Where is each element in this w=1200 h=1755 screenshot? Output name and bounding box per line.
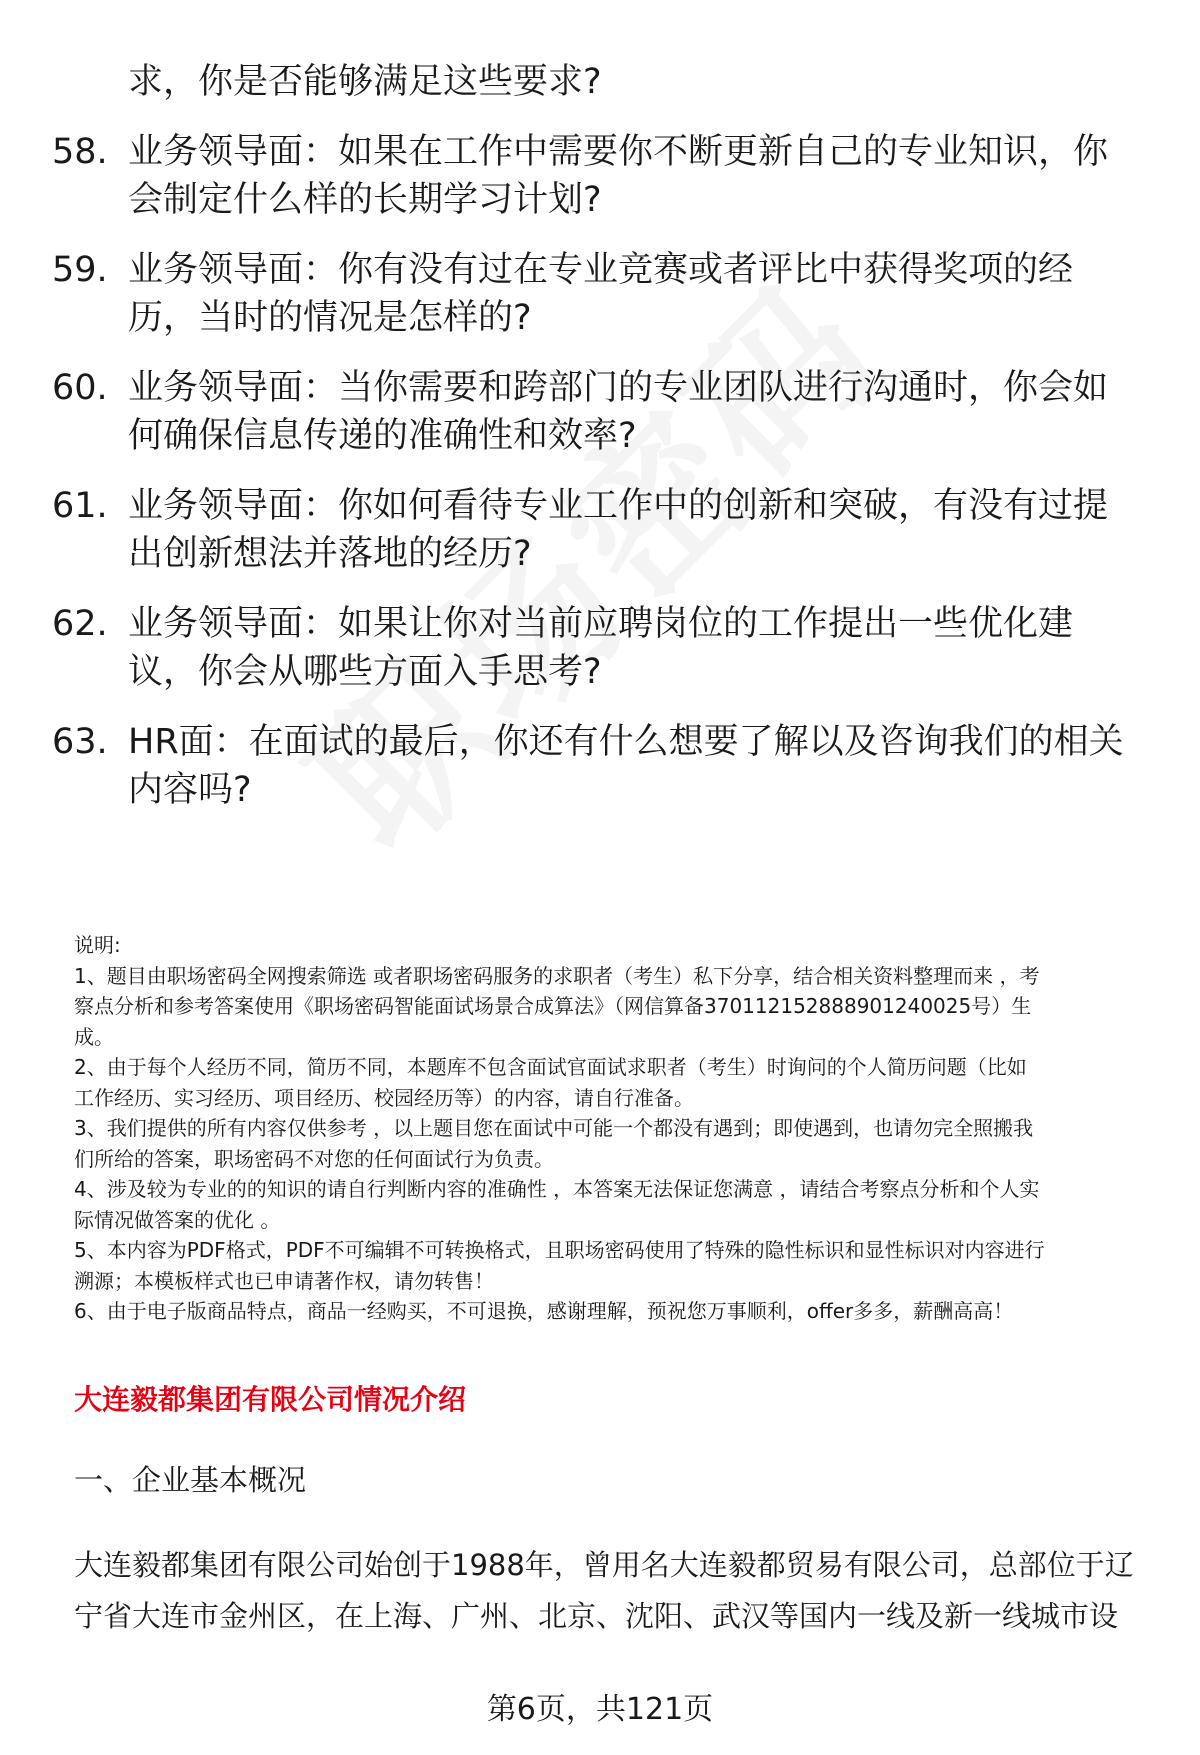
note-line: 3、我们提供的所有内容仅供参考 ，以上题目您在面试中可能一个都没有遇到；即使遇到，也请勿完全照搬我 (74, 1116, 1034, 1140)
question-line: 历，当时的情况是怎样的? (128, 298, 532, 338)
question-line: 出创新想法并落地的经历? (128, 534, 532, 574)
question-number: 59. (52, 250, 108, 290)
disclaimer-notes (74, 930, 1164, 1327)
question-text (128, 718, 1168, 814)
question-line: 会制定什么样的长期学习计划? (128, 180, 602, 220)
question-number: 58. (52, 132, 108, 172)
note-line: 溯源；本模板样式也已申请著作权，请勿转售！ (74, 1268, 494, 1293)
question-number: 62. (52, 604, 108, 644)
page-number-footer: 第6页，共121页 (486, 1692, 714, 1727)
question-line: 何确保信息传递的准确性和效率? (128, 416, 637, 456)
question-number: 63. (52, 722, 108, 762)
subsection-heading: 一、企业基本概况 (74, 1463, 307, 1497)
question-text (128, 128, 1168, 224)
question-number: 60. (52, 368, 108, 408)
question-line: 业务领导面：你有没有过在专业竞赛或者评比中获得奖项的经 (128, 250, 1074, 290)
paragraph-line: 大连毅都集团有限公司始创于1988年，曾用名大连毅都贸易有限公司，总部位于辽 (74, 1548, 1134, 1582)
note-line: 说明: (74, 933, 121, 957)
section-title: 大连毅都集团有限公司情况介绍 (74, 1383, 467, 1416)
note-line: 工作经历、实习经历、项目经历、校园经历等）的内容，请自行准备。 (74, 1085, 694, 1110)
note-line: 际情况做答案的优化 。 (74, 1207, 281, 1232)
question-text (128, 246, 1168, 342)
question-number: 61. (52, 486, 108, 526)
note-line: 成。 (74, 1024, 114, 1049)
note-line: 6、由于电子版商品特点，商品一经购买，不可退换，感谢理解，预祝您万事顺利，offer多多，薪酬高高！ (74, 1299, 1014, 1323)
question-text (128, 600, 1168, 696)
question-line: 内容吗? (128, 770, 252, 810)
paragraph-line: 宁省大连市金州区，在上海、广州、北京、沈阳、武汉等国内一线及新一线城市设 (74, 1599, 1119, 1633)
note-line: 2、由于每个人经历不同，简历不同，本题库不包含面试官面试求职者（考生）时询问的个人简历问题（比如 (74, 1055, 1027, 1079)
question-line: HR面：在面试的最后，你还有什么想要了解以及咨询我们的相关 (128, 722, 1124, 762)
note-line: 1、题目由职场密码全网搜索筛选 或者职场密码服务的求职者（考生）私下分享，结合相关资料整理而来 ，考 (74, 963, 1040, 988)
question-text (128, 482, 1168, 578)
question-line: 议，你会从哪些方面入手思考? (128, 652, 602, 692)
question-line: 业务领导面：如果在工作中需要你不断更新自己的专业知识，你 (128, 132, 1109, 172)
note-line: 察点分析和参考答案使用《职场密码智能面试场景合成算法》（网信算备370112152888901240025号）生 (74, 994, 1032, 1018)
question-line: 业务领导面：你如何看待专业工作中的创新和突破，有没有过提 (128, 486, 1109, 526)
question-continuation: 求，你是否能够满足这些要求? (128, 62, 602, 102)
note-line: 5、本内容为PDF格式，PDF不可编辑不可转换格式，且职场密码使用了特殊的隐性标识和显性标识对内容进行 (74, 1238, 1045, 1262)
question-line: 业务领导面：如果让你对当前应聘岗位的工作提出一些优化建 (128, 604, 1074, 644)
question-text (128, 364, 1168, 460)
question-line: 业务领导面：当你需要和跨部门的专业团队进行沟通时，你会如 (128, 368, 1109, 408)
note-line: 4、涉及较为专业的的知识的请自行判断内容的准确性 ，本答案无法保证您满意 ，请结合考察点分析和个人实 (74, 1177, 1040, 1201)
note-line: 们所给的答案，职场密码不对您的任何面试行为负责。 (74, 1146, 554, 1171)
company-paragraph (74, 1540, 1164, 1642)
